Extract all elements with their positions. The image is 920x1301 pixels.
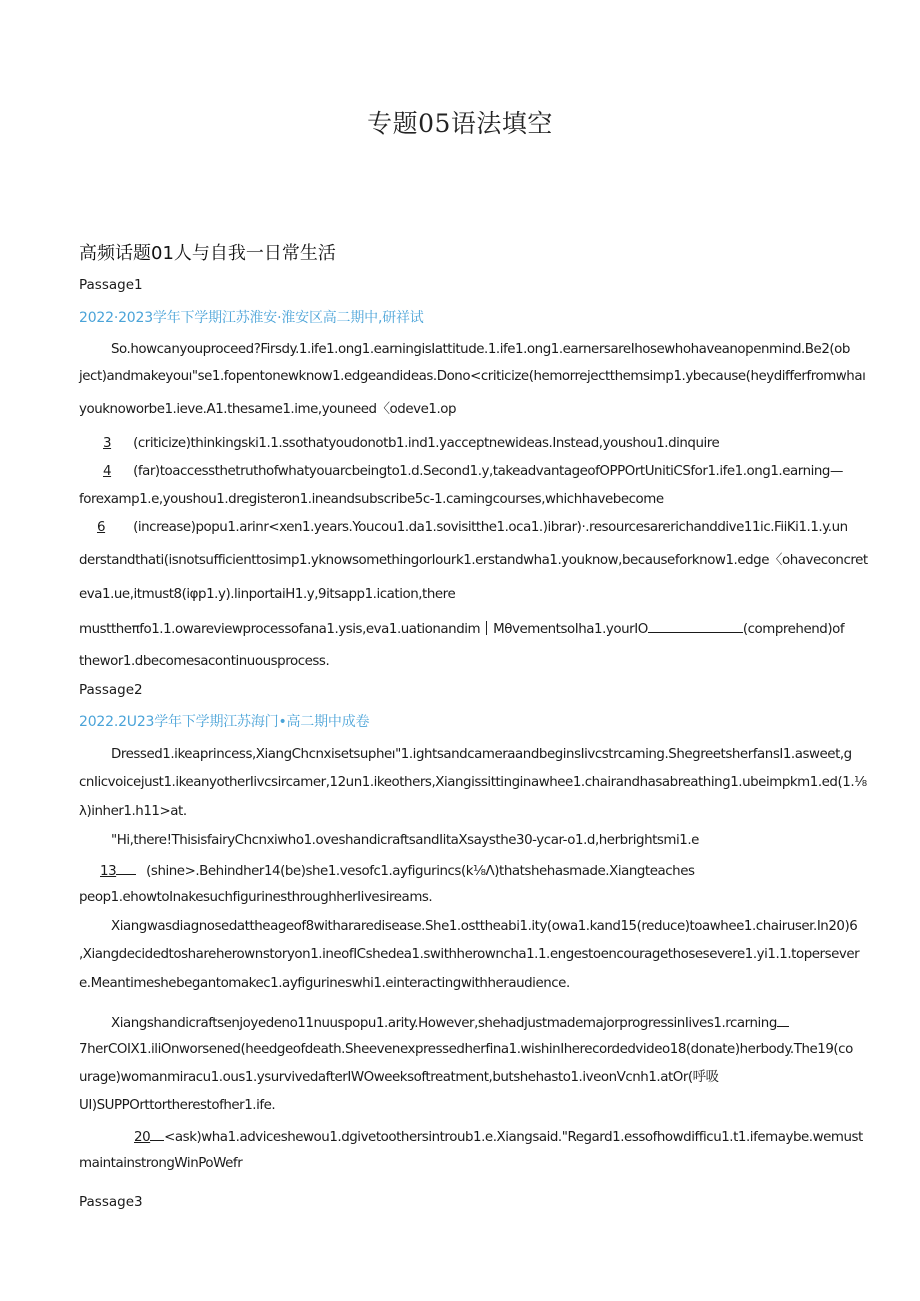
passage-2-line-10 xyxy=(111,1013,789,1033)
passage-1-line-5 xyxy=(103,463,843,481)
passage-2-line-9: e.Meantimeshebegantomakec1.ayfigurineswhi1.einteractingwithheraudience. xyxy=(79,976,570,991)
answer-blank-10[interactable] xyxy=(648,619,743,633)
passage-1-line-9: eva1.ue,itmust8(iφp1.y).linportaiH1.y,9itsapp1.ication,there xyxy=(79,587,456,602)
passage-1-line-10-c: (comprehend)of xyxy=(742,622,845,637)
blank-number-13: 13 xyxy=(100,864,117,879)
answer-blank-20[interactable] xyxy=(150,1127,164,1141)
passage-1-label: Passage1 xyxy=(79,277,143,293)
passage-3-label: Passage3 xyxy=(79,1194,143,1210)
passage-2-line-6: peop1.ehowtoInakesuchfigurinesthroughherIivesireams. xyxy=(79,890,433,905)
answer-blank-13[interactable] xyxy=(116,861,136,875)
passage-1-line-10-b: MθvementsoIha1.yourIO xyxy=(493,622,648,637)
passage-1-line-7 xyxy=(97,519,848,537)
passage-1-line-4-text: (criticize)thinkingski1.1.ssothatyoudonotb1.ind1.yacceptnewideas.Instead,youshou1.dinquire xyxy=(133,436,720,451)
passage-2-source: 2022.2U23学年下学期江苏海门•高二期中成卷 xyxy=(79,714,370,730)
passage-2-line-5 xyxy=(100,861,695,881)
passage-1-line-10-a: musttheπfo1.1.owareviewprocessofana1.ysis,eva1.uationandim xyxy=(79,622,481,637)
passage-1-line-10 xyxy=(79,619,844,639)
passage-1-line-11: thewor1.dbecomesacontinuousprocess. xyxy=(79,654,330,669)
passage-1-line-8: derstandthati(isnotsufficienttosimp1.yknowsomethingorIourk1.erstandwha1.youknow,becauseforknow1.edge〈ohaveconcret xyxy=(79,553,868,568)
page-title: 专题05语法填空 xyxy=(367,109,553,138)
passage-1-line-2: ject)andmakeyouı"se1.fopentonewknow1.edgeandideas.Dono<criticize(hemorrejectthemsimp1.ybecause(heydifferfromwhaı xyxy=(79,369,866,384)
vertical-bar-mark xyxy=(486,621,487,635)
passage-1-line-5-text: (far)toaccessthetruthofwhatyouarcbeingto1.d.Second1.y,takeadvantageofOPPOrtUnitiCSfor1.ife1.ong1.earning— xyxy=(133,464,843,479)
passage-2-line-13: UI)SUPPOrttortherestofher1.ife. xyxy=(79,1098,276,1113)
passage-2-line-7: Xiangwasdiagnosedattheageof8withararedisease.She1.osttheabi1.ity(owa1.kand15(reduce)toawhee1.chairuser.In20)6 xyxy=(111,919,858,934)
passage-2-line-1: Dressed1.ikeaprincess,XiangChcnxisetsupheı"1.ightsandcameraandbeginsIivcstrcaming.ShegreetsherfansI1.asweet,g xyxy=(111,747,852,762)
blank-number-3: 3 xyxy=(103,436,112,451)
passage-2-line-2: cnIicvoicejust1.ikeanyotherIivcsircamer,12un1.ikeothers,Xiangissittinginawhee1.chairandhasabreathing1.ubeimpkm1.ed(1.⅛ xyxy=(79,775,867,790)
blank-number-4: 4 xyxy=(103,464,112,479)
answer-blank-16[interactable] xyxy=(777,1013,789,1027)
passage-2-line-4: "Hi,there!ThisisfairyChcnxiwho1.oveshandicraftsandIitaXsaysthe30-ycar-o1.d,herbrightsmi1.e xyxy=(111,833,699,848)
passage-2-line-14-text: <ask)wha1.adviceshewou1.dgivetoothersintroub1.e.Xiangsaid."Regard1.essofhowdifficu1.t1.ifemaybe.wemust xyxy=(164,1130,863,1145)
passage-1-line-4 xyxy=(103,435,719,453)
blank-number-6: 6 xyxy=(97,520,106,535)
passage-2-line-5-text: (shine>.Behindher14(be)she1.vesofc1.ayfigurincs(k⅛Λ)thatshehasmade.Xiangteaches xyxy=(146,864,695,879)
passage-2-line-14 xyxy=(134,1127,863,1147)
passage-2-line-15: maintainstrongWinPoWefr xyxy=(79,1156,243,1171)
passage-1-line-3: youknoworbe1.ieve.A1.thesame1.ime,youneed〈odeve1.op xyxy=(79,402,457,417)
section-heading: 高频话题01人与自我一日常生活 xyxy=(79,243,336,264)
blank-number-20: 20 xyxy=(134,1130,151,1145)
passage-1-line-6: forexamp1.e,youshou1.dregisteron1.ineandsubscribe5c-1.camingcourses,whichhavebecome xyxy=(79,492,664,507)
passage-2-line-11: 7herCOIX1.iliOnworsened(heedgeofdeath.Sheevenexpressedherfina1.wishinIherecordedvideo18(donate)herbody.The19(co xyxy=(79,1042,853,1057)
passage-2-line-12: urage)womanmiracu1.ous1.ysurvivedafterIWOweeksoftreatment,butshehasto1.iveonVcnh1.atOr(呼吸 xyxy=(79,1070,719,1085)
passage-1-source: 2022·2023学年下学期江苏淮安·淮安区高二期中,研祥试 xyxy=(79,310,424,326)
passage-2-line-3: λ)inher1.h11>at. xyxy=(79,804,187,819)
passage-1-line-7-text: (increase)popu1.arinr<xen1.years.Youcou1.da1.sovisitthe1.oca1.)ibrar)·.resourcesarerichanddive11ic.FiiKi1.1.y.un xyxy=(133,520,848,535)
passage-1-line-1: So.howcanyouproceed?Firsdy.1.ife1.ong1.earningisIattitude.1.ife1.ong1.earnersareIhosewhohaveanopenmind.Be2(ob xyxy=(111,342,850,357)
passage-2-line-8: ,Xiangdecidedtoshareherownstoryon1.ineofICshedea1.swithherowncha1.1.engestoencouragethosesevere1.yi1.1.topersever xyxy=(79,947,860,962)
passage-2-line-10-text: Xiangshandicraftsenjoyedeno11nuuspopu1.arity.However,shehadjustmademajorprogressinIives1.rcarning xyxy=(111,1016,777,1031)
passage-2-label: Passage2 xyxy=(79,682,143,698)
